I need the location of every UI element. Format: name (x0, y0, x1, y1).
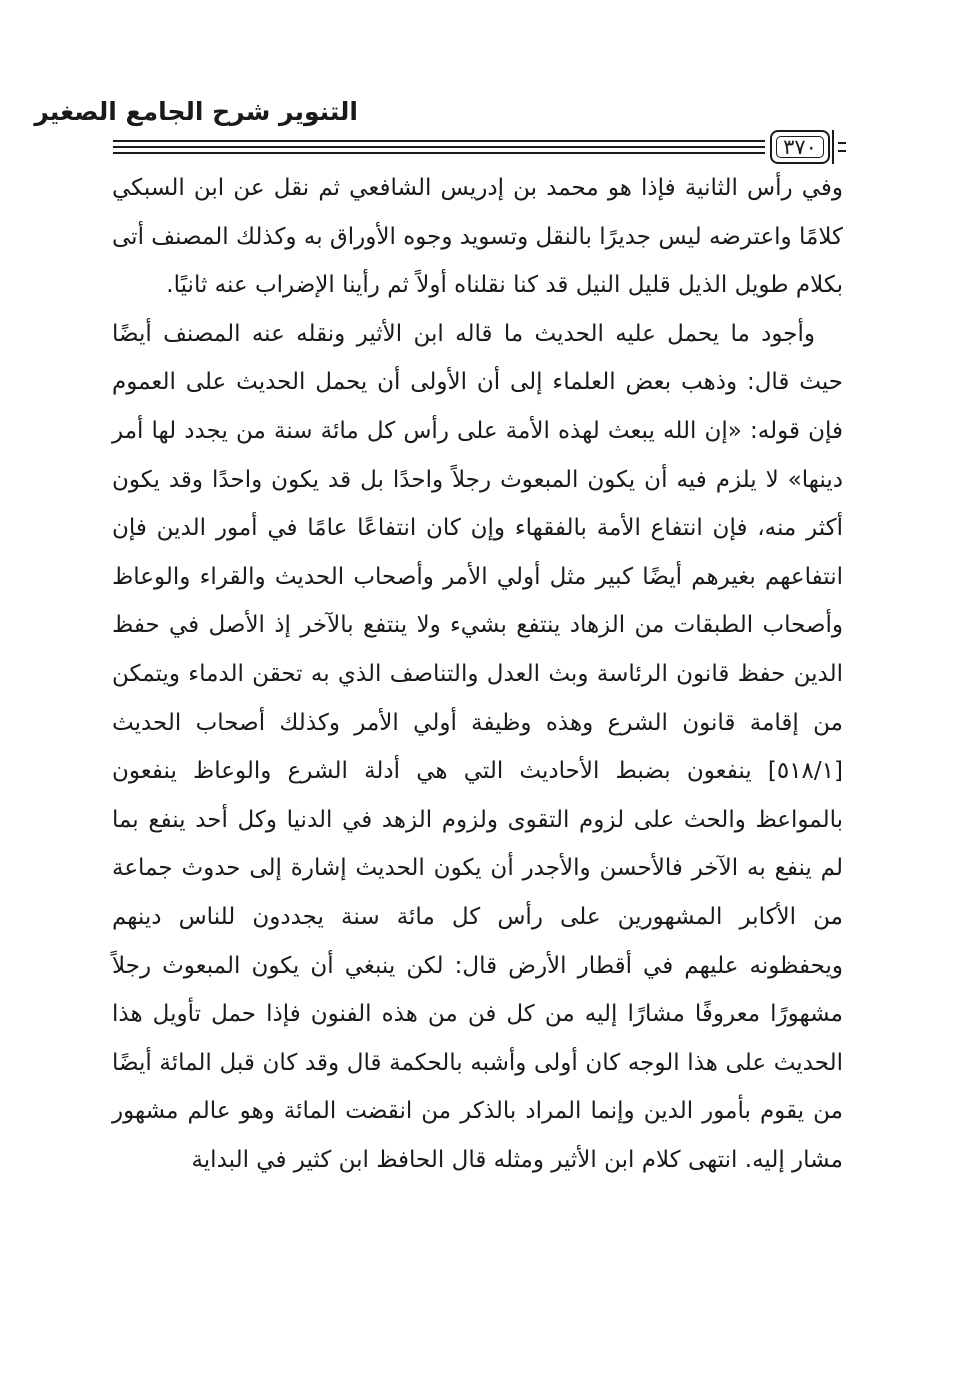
paragraph: وفي رأس الثانية فإذا هو محمد بن إدريس الشافعي ثم نقل عن ابن السبكي كلامًا واعترضه ليس جديرًا بالنقل وتسويد وجوه الأوراق به وكذلك المصنف أتى بكلام طويل الذيل قليل النيل قد كنا نقلناه أولاً ثم رأينا الإضراب عنه ثانيًا. (112, 175, 843, 299)
running-title: التنوير شرح الجامع الصغير (34, 97, 358, 126)
header-rule-bottom (113, 152, 765, 154)
main-text (112, 164, 843, 1184)
page-number-ornament-line (838, 150, 846, 152)
header-rule-top (113, 140, 765, 142)
page-number: ٣٧٠ (770, 130, 830, 164)
page-number-ornament-line (838, 142, 846, 144)
page-number-ornament-bar (832, 130, 834, 164)
paragraph: وأجود ما يحمل عليه الحديث ما قاله ابن الأثير ونقله عنه المصنف أيضًا حيث قال: وذهب بعض العلماء إلى أن الأولى أن يحمل الحديث على العموم فإن قوله: «إن الله يبعث لهذه الأمة على رأس كل مائة سنة من يجدد لها أمر دينها» لا يلزم فيه أن يكون المبعوث رجلاً واحدًا بل قد يكون واحدًا وقد يكون أكثر منه، فإن انتفاع الأمة بالفقهاء وإن كان انتفاعًا عامًا في أمور الدين فإن انتفاعهم بغيرهم أيضًا كبير مثل أولي الأمر وأصحاب الحديث والقراء والوعاظ وأصحاب الطبقات من الزهاد ينتفع بشيء ولا ينتفع بالآخر إذ الأصل في حفظ الدين حفظ قانون الرئاسة وبث العدل والتناصف الذي به تحقن الدماء ويتمكن من إقامة قانون الشرع وهذه وظيفة أولي الأمر وكذلك أصحاب الحديث [٥١٨/١] ينفعون بضبط الأحاديث التي هي أدلة الشرع والوعاظ ينفعون بالمواعظ والحث على لزوم التقوى ولزوم الزهد في الدنيا وكل أحد ينفع بما لم ينفع به الآخر فالأحسن والأجدر أن يكون الحديث إشارة إلى حدوث جماعة من الأكابر المشهورين على رأس كل مائة سنة يجددون للناس دينهم ويحفظونه عليهم في أقطار الأرض قال: لكن ينبغي أن يكون المبعوث رجلاً مشهورًا معروفًا مشارًا إليه من كل فن من هذه الفنون فإذا حمل تأويل هذا الحديث على هذا الوجه كان أولى وأشبه بالحكمة قال وقد كان قبل المائة أيضًا من يقوم بأمور الدين وإنما المراد بالذكر من انقضت المائة وهو عالم مشهور مشار إليه. انتهى كلام ابن الأثير ومثله قال الحافظ ابن كثير في البداية (112, 320, 843, 1173)
header-rule-middle (113, 146, 765, 148)
